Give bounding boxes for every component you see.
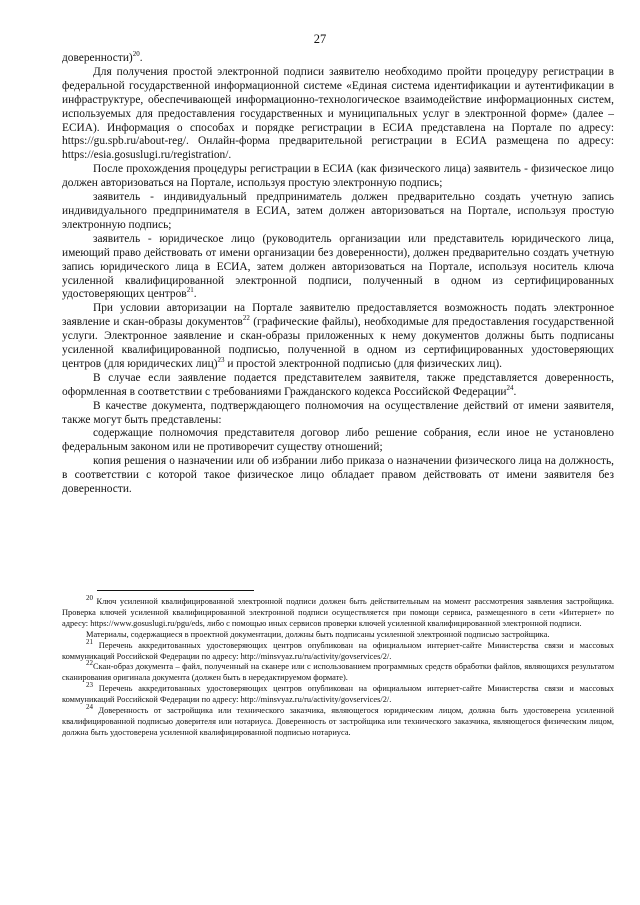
footnote-21: $^{21}$ Перечень аккредитованных удостоверяющих центров опубликован на официальном интернет-сайте Министерства связи и массовых коммуникаций Российской Федерации по адресу: http://minsvyaz.ru/ru/activity/govservices/2/. [62, 637, 614, 661]
footnote-divider [97, 590, 254, 591]
footnote-22: $^{22}$Скан-образ документа – файл, полученный на сканере или с использованием программных средств обработки файлов, являющихся результатом сканирования оригинала документа (должен быть в нередактируемом формате). [62, 659, 614, 683]
paragraph-9: содержащие полномочия представителя договор либо решение собрания, если иное не установлено федеральным законом или не противоречит существу отношений; [62, 427, 614, 454]
paragraph-5: заявитель - юридическое лицо (руководитель организации или представитель юридического лица, имеющий право действовать от имени организации без доверенности), должен предварительно создать учетную запись юридического лица в ЕСИА, затем должен авторизоваться на Портале, используя носитель ключа усиленной квалифицированной электронной подписи, полученный в одном из сертифицированных удостоверяющих центров$^{21}$. [62, 232, 614, 301]
footnote-24: $^{24}$ Доверенность от застройщика или технического заказчика, являющегося юридическим лицом, должна быть удостоверена усиленной квалифицированной подписью доверителя или нотариуса. Доверенность от застройщика или технического заказчика, являющегося физическим лицом, должна быть удостоверена усиленной квалифицированной подписью нотариуса. [62, 703, 615, 737]
footnote-20-continued: Материалы, содержащиеся в проектной документации, должны быть подписаны усиленной электронной подписью застройщика. [86, 629, 550, 639]
paragraph-6: При условии авторизации на Портале заявителю предоставляется возможность подать электронное заявление и скан-образы документов$^{22}$ (графические файлы), необходимые для предоставления государственной услуги. Электронное заявление и скан-образы приложенных к нему документов должны быть подписаны усиленной квалифицированной подписью, полученной в одном из сертифицированных удостоверяющих центров (для юридических лиц)$^{23}$ и простой электронной подписью (для физических лиц). [62, 302, 614, 370]
footnote-ref-21[interactable]: 21 [186, 286, 194, 295]
body-text [62, 52, 614, 497]
paragraph-8: В качестве документа, подтверждающего полномочия на осуществление действий от имени заявителя, также могут быть представлены: [62, 399, 614, 426]
footnote-ref-22[interactable]: 22 [242, 314, 250, 323]
paragraph-10: копия решения о назначении или об избрании либо приказа о назначении физического лица на должность, в соответствии с которой такое физическое лицо обладает правом действовать от имени заявителя без доверенности. [62, 455, 614, 496]
footnote-ref-23[interactable]: 23 [217, 356, 225, 365]
footnote-20: $^{20}$ Ключ усиленной квалифицированной электронной подписи должен быть действительным на момент рассмотрения заявления застройщика. Проверка ключей усиленной квалифицированной электронной подписи осуществляется при помощи сервиса, размещенного в сети «Интернет» по адресу: https://www.gosuslugi.ru/pgu/eds, либо с помощью иных сервисов проверки ключей усиленной квалифицированной электронной подписи. [62, 594, 614, 628]
footnote-23: $^{23}$ Перечень аккредитованных удостоверяющих центров опубликован на официальном интернет-сайте Министерства связи и массовых коммуникаций Российской Федерации по адресу: http://minsvyaz.ru/ru/activity/govservices/2/. [62, 681, 614, 705]
footnote-ref-24[interactable]: 24 [506, 383, 514, 392]
paragraph-1: доверенности)$^{20}$. [62, 50, 143, 64]
footnotes [62, 594, 615, 739]
paragraph-3: После прохождения процедуры регистрации в ЕСИА (как физического лица) заявитель - физическое лицо должен авторизоваться на Портале, используя простую электронную подпись; [62, 163, 614, 190]
paragraph-7: В случае если заявление подается представителем заявителя, также представляется доверенность, оформленная в соответствии с требованиями Гражданского кодекса Российской Федерации$^{24}$. [62, 371, 614, 398]
footnote-ref-20[interactable]: 20 [132, 50, 140, 59]
page-number: 27 [313, 32, 327, 46]
paragraph-4: заявитель - индивидуальный предприниматель должен предварительно создать учетную запись индивидуального предпринимателя в ЕСИА, затем должен авторизоваться на Портале, используя простую электронную подпись; [62, 191, 614, 231]
paragraph-2: Для получения простой электронной подписи заявителю необходимо пройти процедуру регистрации в федеральной государственной информационной системе «Единая система идентификации и аутентификации в инфраструктуре, обеспечивающей информационно-технологическое взаимодействие информационных систем, используемых для предоставления государственных и муниципальных услуг в электронной форме» (далее – ЕСИА). Информация о способах и порядке регистрации в ЕСИА представлена на Портале по адресу: https://gu.spb.ru/about-reg/. Онлайн-форма предварительной регистрации в ЕСИА размещена по адресу: https://esia.gosuslugi.ru/registration/. [62, 65, 614, 162]
